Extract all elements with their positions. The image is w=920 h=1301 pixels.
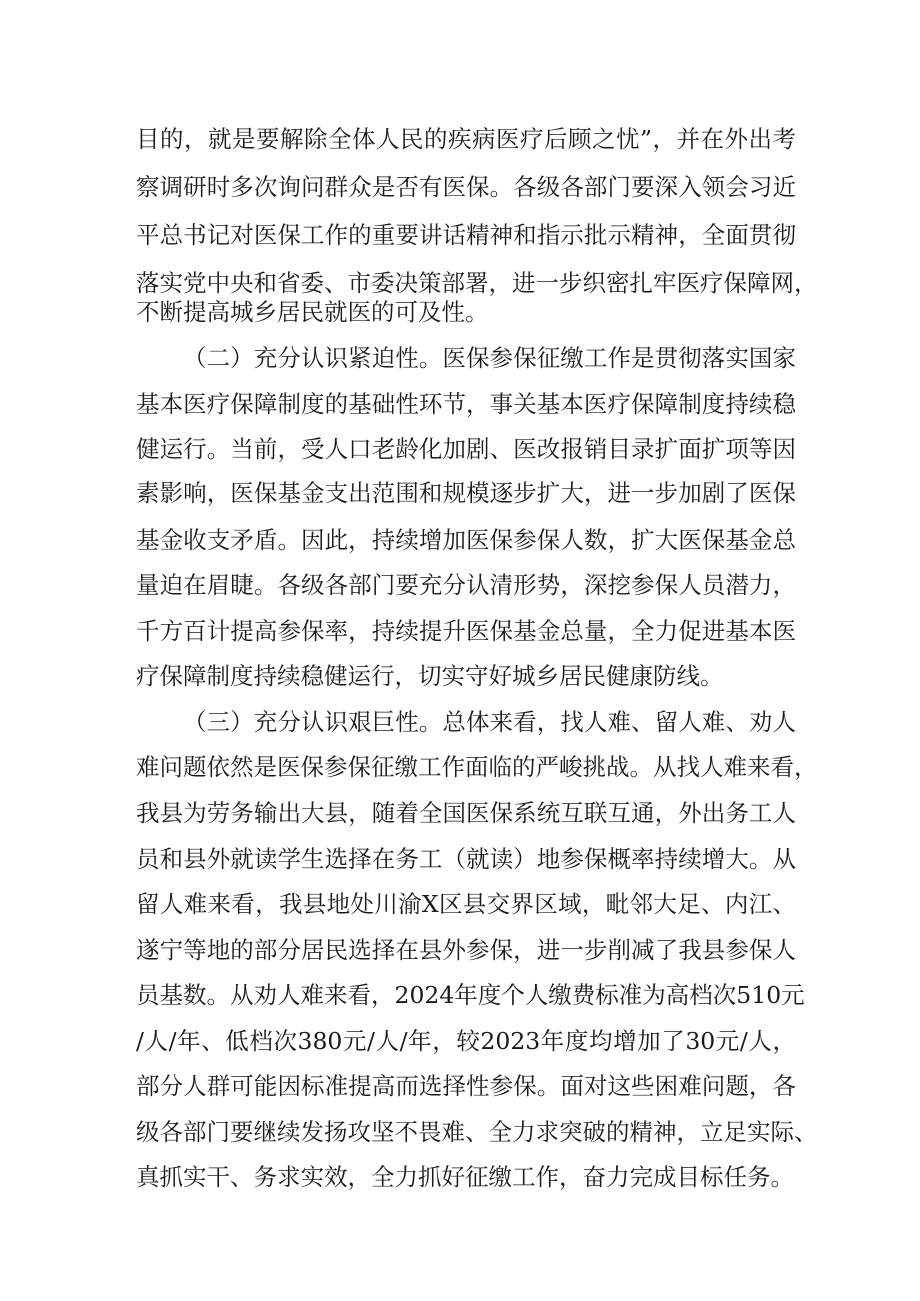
text-line: 基金收支矛盾。因此，持续增加医保参保人数，扩大医保基金总 [136, 526, 796, 554]
text-line: 真抓实干、务求实效，全力抓好征缴工作，奋力完成目标任务。 [136, 1163, 794, 1191]
text-line: 遂宁等地的部分居民选择在县外参保，进一步削减了我县参保人 [136, 936, 796, 964]
text-line: 落实党中央和省委、市委决策部署，进一步织密扎牢医疗保障网， [136, 269, 818, 297]
text-line: 我县为劳务输出大县，随着全国医保系统互联互通，外出务工人 [136, 799, 796, 827]
text-line: 素影响，医保基金支出范围和规模逐步扩大，进一步加剧了医保 [136, 479, 796, 507]
text-line: 目的，就是要解除全体人民的疾病医疗后顾之忧”，并在外出考 [136, 125, 796, 153]
text-line: 难问题依然是医保参保征缴工作面临的严峻挑战。从找人难来看， [136, 753, 818, 781]
text-line: 员基数。从劝人难来看，2024年度个人缴费标准为高档次510元 [136, 981, 805, 1009]
text-line: （三）充分认识艰巨性。总体来看，找人难、留人难、劝人 [183, 708, 796, 736]
text-line: 不断提高城乡居民就医的可及性。 [136, 298, 489, 326]
text-line: 员和县外就读学生选择在务工（就读）地参保概率持续增大。从 [136, 845, 796, 873]
text-line: 平总书记对医保工作的重要讲话精神和指示批示精神，全面贯彻 [136, 221, 796, 249]
text-line: 健运行。当前，受人口老龄化加剧、医改报销目录扩面扩项等因 [136, 435, 796, 463]
text-line: /人/年、低档次380元/人/年，较2023年度均增加了30元/人， [136, 1027, 796, 1055]
text-line: 基本医疗保障制度的基础性环节，事关基本医疗保障制度持续稳 [136, 390, 796, 418]
text-line: 级各部门要继续发扬攻坚不畏难、全力求突破的精神，立足实际、 [136, 1118, 818, 1146]
text-line: 千方百计提高参保率，持续提升医保基金总量，全力促进基本医 [136, 617, 796, 645]
text-line: 疗保障制度持续稳健运行，切实守好城乡居民健康防线。 [136, 662, 724, 690]
text-line: 部分人群可能因标准提高而选择性参保。面对这些困难问题，各 [136, 1072, 796, 1100]
text-line: （二）充分认识紧迫性。医保参保征缴工作是贯彻落实国家 [183, 344, 796, 372]
text-line: 察调研时多次询问群众是否有医保。各级各部门要深入领会习近 [136, 173, 796, 201]
text-line: 量迫在眉睫。各级各部门要充分认清形势，深挖参保人员潜力， [136, 571, 796, 599]
text-line: 留人难来看，我县地处川渝X区县交界区域，毗邻大足、内江、 [136, 890, 796, 918]
